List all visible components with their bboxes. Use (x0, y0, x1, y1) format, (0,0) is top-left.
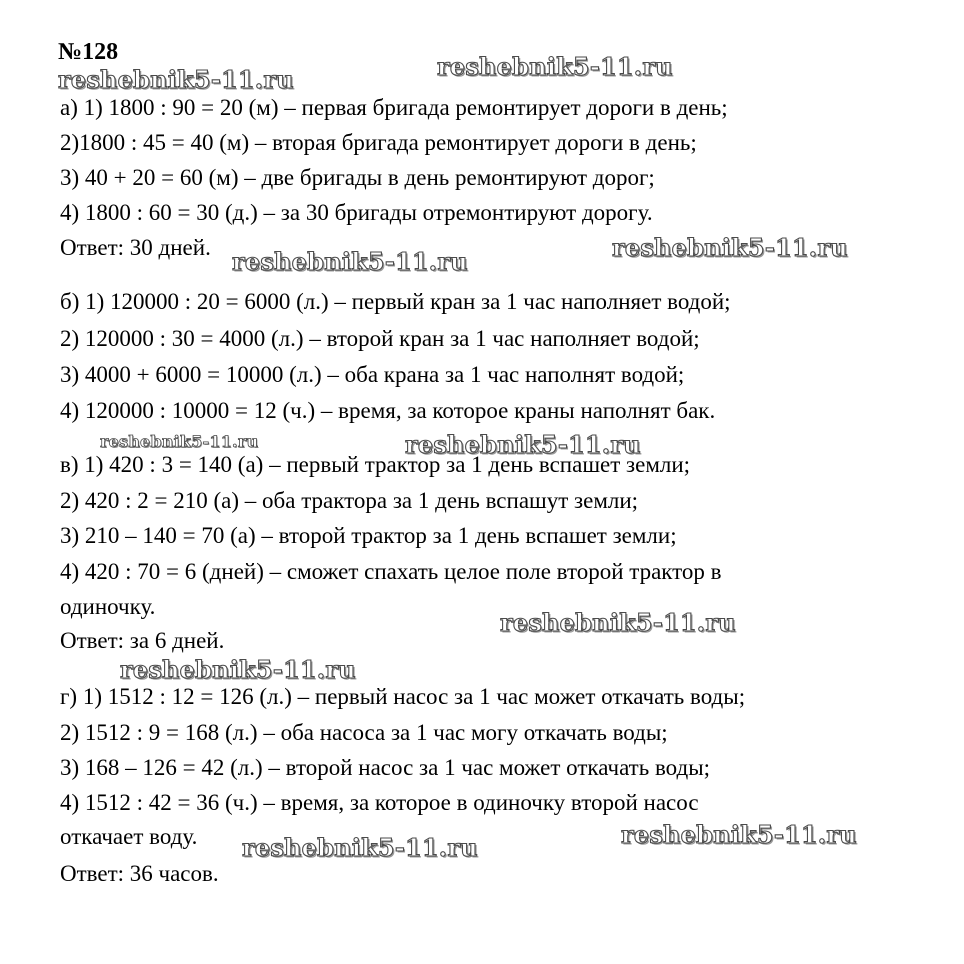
watermark: reshebnik5-11.ru (242, 833, 478, 862)
solution-line-b4: 4) 120000 : 10000 = 12 (ч.) – время, за которое краны наполнят бак. (60, 398, 716, 423)
answer-v: Ответ: за 6 дней. (60, 628, 225, 653)
watermark: reshebnik5-11.ru (612, 233, 848, 262)
solution-line-g3: 3) 168 – 126 = 42 (л.) – второй насос за 1 час может откачать воды; (60, 755, 711, 780)
solution-line-b3: 3) 4000 + 6000 = 10000 (л.) – оба крана за 1 час наполнят водой; (60, 362, 685, 387)
watermark: reshebnik5-11.ru (58, 65, 294, 94)
problem-number: №128 (58, 39, 119, 65)
answer-a: Ответ: 30 дней. (60, 235, 211, 260)
solution-line-g4-cont: откачает воду. (60, 824, 198, 849)
solution-line-a3: 3) 40 + 20 = 60 (м) – две бригады в день ремонтируют дорог; (60, 165, 655, 190)
watermark: reshebnik5-11.ru (100, 432, 259, 451)
solution-line-a1: а) 1) 1800 : 90 = 20 (м) – первая бригада ремонтирует дороги в день; (60, 95, 728, 120)
solution-line-v4-cont: одиночку. (60, 594, 156, 619)
watermark: reshebnik5-11.ru (500, 608, 736, 637)
solution-line-a2: 2)1800 : 45 = 40 (м) – вторая бригада ремонтирует дороги в день; (60, 130, 697, 155)
solution-line-g1: г) 1) 1512 : 12 = 126 (л.) – первый насос за 1 час может откачать воды; (60, 684, 746, 709)
solution-line-g2: 2) 1512 : 9 = 168 (л.) – оба насоса за 1 час могу откачать воды; (60, 720, 668, 745)
solution-line-v4: 4) 420 : 70 = 6 (дней) – сможет спахать целое поле второй трактор в (60, 559, 722, 584)
solution-line-b2: 2) 120000 : 30 = 4000 (л.) – второй кран за 1 час наполняет водой; (60, 326, 700, 351)
solution-line-a4: 4) 1800 : 60 = 30 (д.) – за 30 бригады отремонтируют дорогу. (60, 200, 653, 225)
watermark: reshebnik5-11.ru (120, 655, 356, 684)
solution-line-g4: 4) 1512 : 42 = 36 (ч.) – время, за которое в одиночку второй насос (60, 790, 699, 815)
answer-g: Ответ: 36 часов. (60, 861, 219, 886)
watermark: reshebnik5-11.ru (621, 820, 857, 849)
watermark: reshebnik5-11.ru (405, 430, 641, 459)
solution-line-v3: 3) 210 – 140 = 70 (а) – второй трактор за 1 день вспашет земли; (60, 523, 677, 548)
watermark: reshebnik5-11.ru (437, 52, 673, 81)
solution-line-v2: 2) 420 : 2 = 210 (а) – оба трактора за 1 день вспашут земли; (60, 488, 639, 513)
watermark: reshebnik5-11.ru (232, 247, 468, 276)
solution-line-v1: в) 1) 420 : 3 = 140 (а) – первый трактор за 1 день вспашет земли; (60, 452, 691, 477)
solution-line-b1: б) 1) 120000 : 20 = 6000 (л.) – первый кран за 1 час наполняет водой; (60, 289, 731, 314)
